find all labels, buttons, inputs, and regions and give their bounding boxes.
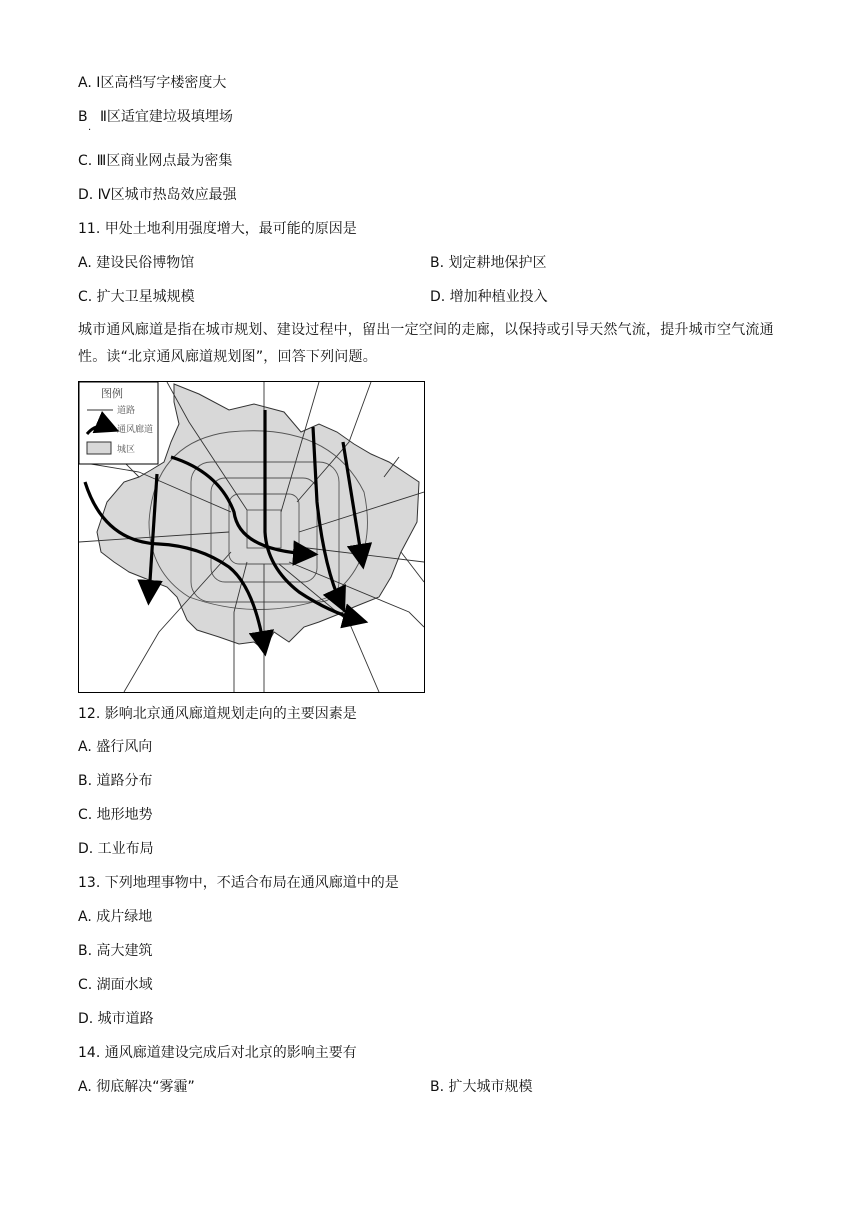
q10-option-b-label: B <box>78 109 88 125</box>
legend-urban-label: 城区 <box>117 445 136 455</box>
q11-option-b: B. 划定耕地保护区 <box>430 255 547 271</box>
intro-paragraph: 城市通风廊道是指在城市规划、建设过程中，留出一定空间的走廊，以保持或引导天然气流，提升城市空气流通性。读“北京通风廊道规划图”，回答下列问题。 <box>78 322 774 365</box>
q12-option-a: A. 盛行风向 <box>78 739 153 755</box>
legend-corridor-label: 通风廊道 <box>117 425 154 435</box>
q13-option-b: B. 高大建筑 <box>78 943 153 959</box>
q13-option-c: C. 湖面水域 <box>78 977 153 993</box>
q12-stem: 12. 影响北京通风廊道规划走向的主要因素是 <box>78 706 357 722</box>
q12-option-d: D. 工业布局 <box>78 841 154 857</box>
q14-option-b: B. 扩大城市规模 <box>430 1079 533 1095</box>
q14-option-a: A. 彻底解决“雾霾” <box>78 1079 195 1095</box>
q10-option-c: C. Ⅲ区商业网点最为密集 <box>78 153 233 169</box>
q10-option-b-text: Ⅱ区适宜建垃圾填埋场 <box>100 109 233 125</box>
q10-option-d: D. Ⅳ区城市热岛效应最强 <box>78 187 237 203</box>
legend-urban-swatch <box>87 442 111 454</box>
q11-option-c: C. 扩大卫星城规模 <box>78 289 195 305</box>
q12-option-c: C. 地形地势 <box>78 807 153 823</box>
q13-option-a: A. 成片绿地 <box>78 909 153 925</box>
q12-option-b: B. 道路分布 <box>78 773 153 789</box>
legend-road-label: 道路 <box>117 406 136 416</box>
beijing-ventilation-map <box>78 381 425 693</box>
q14-stem: 14. 通风廊道建设完成后对北京的影响主要有 <box>78 1045 357 1061</box>
q11-stem: 11. 甲处土地利用强度增大，最可能的原因是 <box>78 221 357 237</box>
q10-option-a: A. Ⅰ区高档写字楼密度大 <box>78 75 227 91</box>
q13-option-d: D. 城市道路 <box>78 1011 154 1027</box>
q11-option-d: D. 增加种植业投入 <box>430 289 548 305</box>
q11-option-a: A. 建设民俗博物馆 <box>78 255 195 271</box>
legend-title: 图例 <box>101 387 123 400</box>
q10-option-b-dot: · <box>88 125 92 136</box>
q13-stem: 13. 下列地理事物中，不适合布局在通风廊道中的是 <box>78 875 399 891</box>
